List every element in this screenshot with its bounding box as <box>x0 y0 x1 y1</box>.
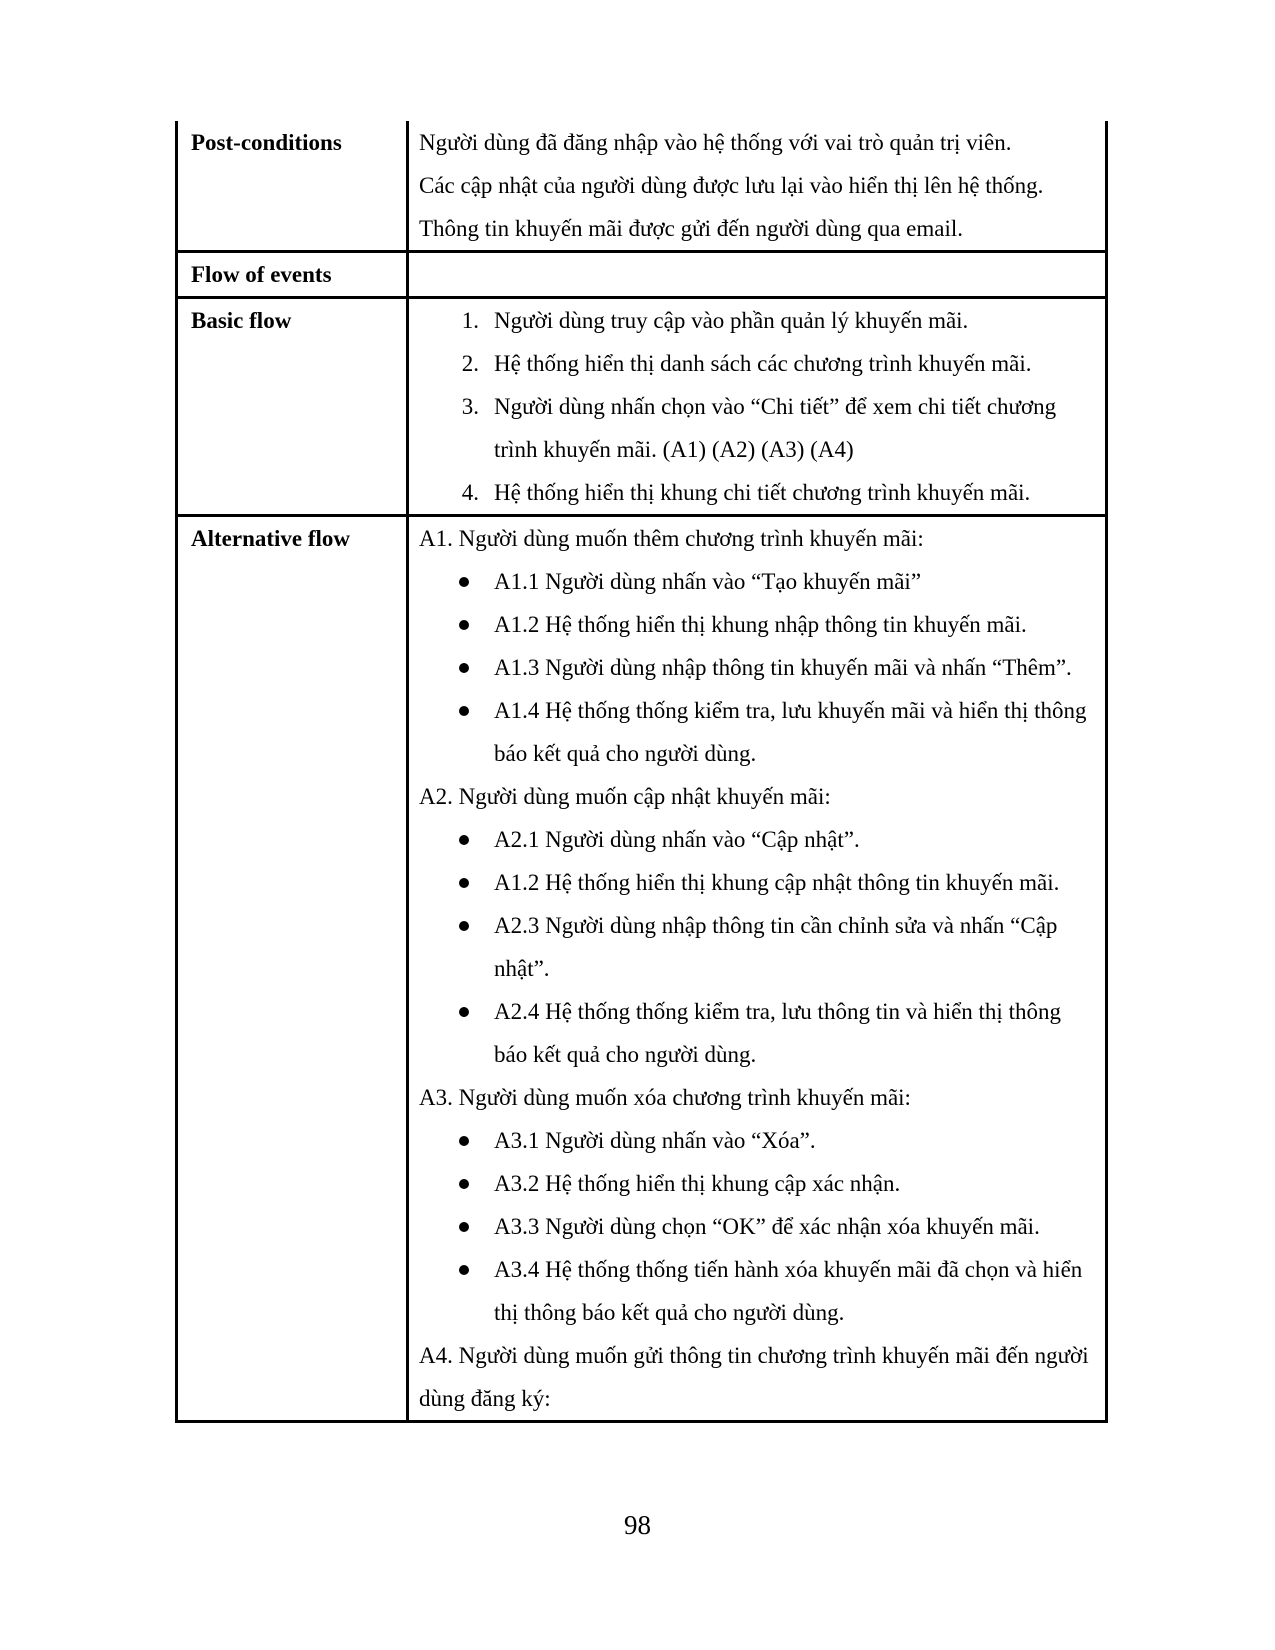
alt-flow-bullet <box>419 990 1095 1076</box>
label-flow-of-events: Flow of events <box>177 252 408 298</box>
content-alternative-flow <box>408 516 1107 1422</box>
step-number: 4. <box>461 480 479 505</box>
bullet-text: A2.1 Người dùng nhấn vào “Cập nhật”. <box>494 827 860 852</box>
alt-flow-bullet <box>419 861 1095 904</box>
basic-flow-step <box>419 299 1095 342</box>
bullet-text: A3.4 Hệ thống thống tiến hành xóa khuyến mãi đã chọn và hiển thị thông báo kết quả cho người dùng. <box>494 1257 1083 1325</box>
bullet-text: A1.2 Hệ thống hiển thị khung cập nhật thông tin khuyến mãi. <box>494 870 1060 895</box>
alt-flow-heading-a1: A1. Người dùng muốn thêm chương trình khuyến mãi: <box>419 526 924 551</box>
alt-flow-bullet <box>419 1162 1095 1205</box>
alt-flow-bullet <box>419 818 1095 861</box>
bullet-icon <box>419 1119 494 1162</box>
label-basic-flow: Basic flow <box>177 298 408 516</box>
row-basic-flow <box>177 298 1107 516</box>
alt-flow-bullet <box>419 646 1095 689</box>
step-text: Người dùng truy cập vào phần quản lý khuyến mãi. <box>494 308 969 333</box>
row-flow-of-events <box>177 252 1107 298</box>
row-alternative-flow <box>177 516 1107 1422</box>
alt-flow-bullet <box>419 560 1095 603</box>
row-post-conditions <box>177 121 1107 252</box>
post-condition-line: Thông tin khuyến mãi được gửi đến người dùng qua email. <box>419 216 963 241</box>
basic-flow-step <box>419 342 1095 385</box>
content-basic-flow <box>408 298 1107 516</box>
content-flow-of-events <box>408 252 1107 298</box>
alt-flow-bullet <box>419 1205 1095 1248</box>
page-number: 98 <box>624 1510 651 1540</box>
bullet-icon <box>419 1205 494 1248</box>
use-case-table <box>175 121 1108 1423</box>
bullet-icon <box>419 560 494 603</box>
alt-flow-bullet <box>419 904 1095 990</box>
bullet-text: A1.4 Hệ thống thống kiểm tra, lưu khuyến mãi và hiển thị thông báo kết quả cho người dùng. <box>494 698 1087 766</box>
alt-flow-bullet <box>419 1119 1095 1162</box>
bullet-icon <box>419 1248 494 1334</box>
bullet-icon <box>419 904 494 990</box>
step-text: Hệ thống hiển thị danh sách các chương trình khuyến mãi. <box>494 351 1032 376</box>
alt-flow-bullet <box>419 689 1095 775</box>
bullet-icon <box>419 861 494 904</box>
post-condition-line: Các cập nhật của người dùng được lưu lại vào hiển thị lên hệ thống. <box>419 173 1044 198</box>
step-text: Người dùng nhấn chọn vào “Chi tiết” để xem chi tiết chương trình khuyến mãi. (A1) (A2) (A3) (A4) <box>494 394 1057 462</box>
alt-flow-heading-a4: A4. Người dùng muốn gửi thông tin chương trình khuyến mãi đến người dùng đăng ký: <box>419 1343 1089 1411</box>
bullet-text: A1.2 Hệ thống hiển thị khung nhập thông tin khuyến mãi. <box>494 612 1027 637</box>
bullet-icon <box>419 1162 494 1205</box>
basic-flow-step <box>419 471 1095 514</box>
basic-flow-step <box>419 385 1095 471</box>
bullet-icon <box>419 603 494 646</box>
bullet-text: A1.1 Người dùng nhấn vào “Tạo khuyến mãi” <box>494 569 922 594</box>
bullet-text: A3.3 Người dùng chọn “OK” để xác nhận xóa khuyến mãi. <box>494 1214 1040 1239</box>
alt-flow-heading-a2: A2. Người dùng muốn cập nhật khuyến mãi: <box>419 784 831 809</box>
step-text: Hệ thống hiển thị khung chi tiết chương trình khuyến mãi. <box>494 480 1031 505</box>
bullet-icon <box>419 818 494 861</box>
step-number: 2. <box>461 351 479 376</box>
alt-flow-heading-a3: A3. Người dùng muốn xóa chương trình khuyến mãi: <box>419 1085 911 1110</box>
bullet-text: A3.1 Người dùng nhấn vào “Xóa”. <box>494 1128 816 1153</box>
alt-flow-bullet <box>419 603 1095 646</box>
bullet-text: A2.4 Hệ thống thống kiểm tra, lưu thông tin và hiển thị thông báo kết quả cho người dùng. <box>494 999 1061 1067</box>
bullet-text: A2.3 Người dùng nhập thông tin cần chỉnh sửa và nhấn “Cập nhật”. <box>494 913 1058 981</box>
post-condition-line: Người dùng đã đăng nhập vào hệ thống với vai trò quản trị viên. <box>419 130 1012 155</box>
label-alternative-flow: Alternative flow <box>177 516 408 1422</box>
bullet-icon <box>419 990 494 1076</box>
label-post-conditions: Post-conditions <box>177 121 408 252</box>
bullet-icon <box>419 689 494 775</box>
bullet-icon <box>419 646 494 689</box>
step-number: 3. <box>461 394 479 419</box>
bullet-text: A1.3 Người dùng nhập thông tin khuyến mãi và nhấn “Thêm”. <box>494 655 1072 680</box>
bullet-text: A3.2 Hệ thống hiển thị khung cập xác nhận. <box>494 1171 901 1196</box>
content-post-conditions <box>408 121 1107 252</box>
alt-flow-bullet <box>419 1248 1095 1334</box>
step-number: 1. <box>461 308 479 333</box>
